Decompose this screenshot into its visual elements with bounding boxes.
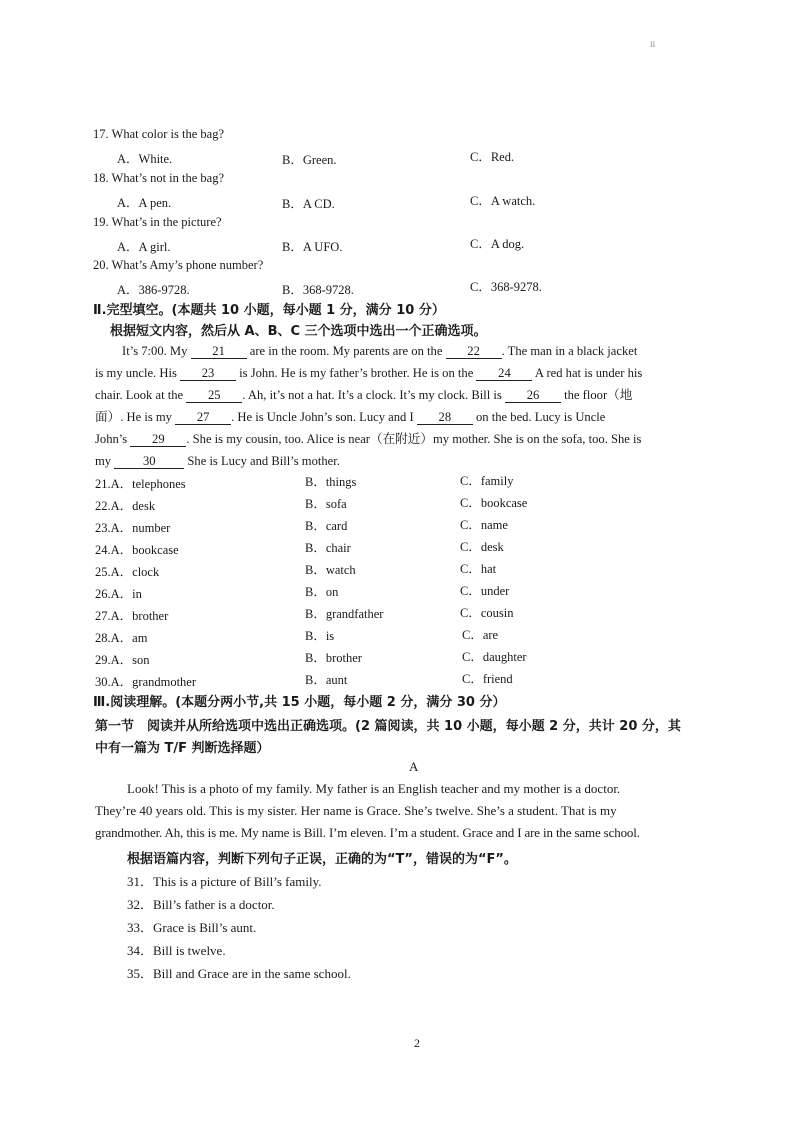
blank-29: 29 <box>130 432 186 447</box>
blank-22: 22 <box>446 344 502 359</box>
option-29a: 29.A．son <box>95 653 150 667</box>
option-28c: C．are <box>462 628 499 642</box>
statement-32: 32．Bill’s father is a doctor. <box>127 897 275 912</box>
cloze-line-6: my 30 She is Lucy and Bill’s mother. <box>95 454 340 468</box>
option-26a: 26.A．in <box>95 587 142 601</box>
cloze-heading: Ⅱ.完型填空。(本题共 10 小题，每小题 1 分，满分 10 分） <box>93 303 445 318</box>
option-24a: 24.A．bookcase <box>95 543 179 557</box>
blank-25: 25 <box>186 388 242 403</box>
blank-23: 23 <box>180 366 236 381</box>
blank-26: 26 <box>505 388 561 403</box>
section-one-line-2: 中有一篇为 T/F 判断选择题） <box>95 741 270 756</box>
option-21c: C．family <box>460 474 514 488</box>
question-20: 20. What’s Amy’s phone number? <box>93 258 264 272</box>
option-19c: C．A dog. <box>470 237 525 251</box>
option-18a: A．A pen. <box>117 196 172 210</box>
option-26c: C．under <box>460 584 510 598</box>
blank-27: 27 <box>175 410 231 425</box>
option-27b: B．grandfather <box>305 607 384 621</box>
option-18b: B．A CD. <box>282 197 335 211</box>
option-22a: 22.A．desk <box>95 499 156 513</box>
option-27c: C．cousin <box>460 606 514 620</box>
option-29b: B．brother <box>305 651 362 665</box>
option-24b: B．chair <box>305 541 351 555</box>
option-21a: 21.A．telephones <box>95 477 186 491</box>
tf-instruction: 根据语篇内容，判断下列句子正误，正确的为“T”，错误的为“F”。 <box>127 852 517 867</box>
cloze-line-5: John’s 29 . She is my cousin, too. Alice is near（在附近）my mother. She is on the sofa, too. She is <box>95 432 642 446</box>
blank-24: 24 <box>476 366 532 381</box>
passage-line-3: grandmother. Ah, this is me. My name is Bill. I’m eleven. I’m a student. Grace and I are in the same school. <box>95 825 640 840</box>
option-28b: B．is <box>305 629 335 643</box>
statement-35: 35．Bill and Grace are in the same school. <box>127 966 351 981</box>
option-30c: C．friend <box>462 672 513 686</box>
option-17a: A．White. <box>117 152 173 166</box>
cloze-instruction: 根据短文内容，然后从 A、B、C 三个选项中选出一个正确选项。 <box>110 324 487 339</box>
blank-21: 21 <box>191 344 247 359</box>
option-23c: C．name <box>460 518 508 532</box>
cloze-line-3: chair. Look at the 25 . Ah, it’s not a hat. It’s a clock. It’s my clock. Bill is 26 the floor（地 <box>95 388 633 402</box>
option-25c: C．hat <box>460 562 497 576</box>
option-20b: B．368-9728. <box>282 283 354 297</box>
option-22b: B．sofa <box>305 497 347 511</box>
passage-label: A <box>409 759 419 774</box>
option-17c: C．Red. <box>470 150 515 164</box>
blank-30: 30 <box>114 454 184 469</box>
option-24c: C．desk <box>460 540 504 554</box>
option-20a: A．386-9728. <box>117 283 190 297</box>
option-30a: 30.A．grandmother <box>95 675 197 689</box>
option-18c: C．A watch. <box>470 194 536 208</box>
option-28a: 28.A．am <box>95 631 148 645</box>
option-22c: C．bookcase <box>460 496 528 510</box>
option-17b: B．Green. <box>282 153 337 167</box>
option-19b: B．A UFO. <box>282 240 343 254</box>
option-23b: B．card <box>305 519 348 533</box>
question-18: 18. What’s not in the bag? <box>93 171 225 185</box>
option-23a: 23.A．number <box>95 521 171 535</box>
option-29c: C．daughter <box>462 650 527 664</box>
option-25b: B．watch <box>305 563 356 577</box>
blank-28: 28 <box>417 410 473 425</box>
option-21b: B．things <box>305 475 357 489</box>
statement-31: 31．This is a picture of Bill’s family. <box>127 874 322 889</box>
option-25a: 25.A．clock <box>95 565 160 579</box>
reading-heading: Ⅲ.阅读理解。(本题分两小节,共 15 小题，每小题 2 分，满分 30 分） <box>93 695 506 710</box>
cloze-line-2: is my uncle. His 23 is John. He is my father’s brother. He is on the 24 A red hat is under his <box>95 366 643 380</box>
passage-line-2: They’re 40 years old. This is my sister. Her name is Grace. She’s twelve. She’s a student. That is my <box>95 803 617 818</box>
question-19: 19. What’s in the picture? <box>93 215 222 229</box>
statement-33: 33．Grace is Bill’s aunt. <box>127 920 257 935</box>
passage-line-1: Look! This is a photo of my family. My father is an English teacher and my mother is a doctor. <box>127 781 621 796</box>
corner-mark: ⅱ <box>650 40 656 49</box>
option-20c: C．368-9278. <box>470 280 542 294</box>
page-number: 2 <box>414 1036 420 1050</box>
cloze-line-1: It’s 7:00. My 21 are in the room. My parents are on the 22 . The man in a black jacket <box>122 344 638 358</box>
section-one-line-1: 第一节 阅读并从所给选项中选出正确选项。(2 篇阅读，共 10 小题，每小题 2 分，共计 20 分，其 <box>95 719 681 734</box>
statement-34: 34．Bill is twelve. <box>127 943 226 958</box>
question-17: 17. What color is the bag? <box>93 127 224 141</box>
option-30b: B．aunt <box>305 673 348 687</box>
option-26b: B．on <box>305 585 339 599</box>
cloze-line-4: 面）. He is my 27 . He is Uncle John’s son. Lucy and I 28 on the bed. Lucy is Uncle <box>95 410 606 424</box>
option-27a: 27.A．brother <box>95 609 169 623</box>
option-19a: A．A girl. <box>117 240 171 254</box>
